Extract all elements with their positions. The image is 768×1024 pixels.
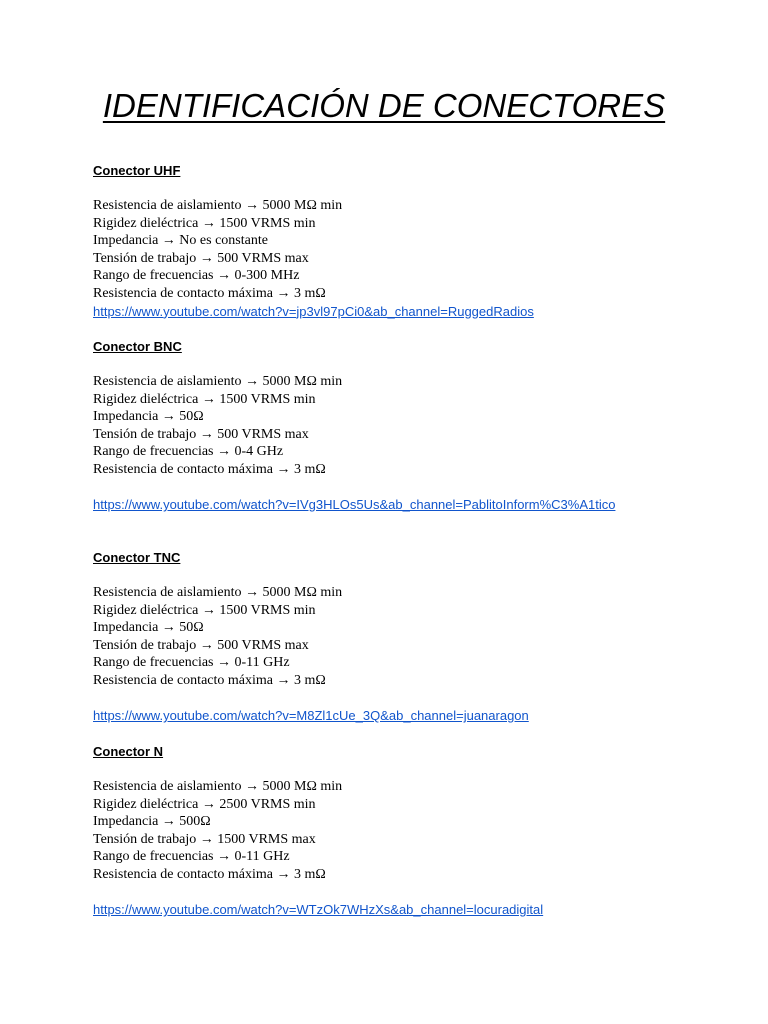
video-link[interactable]: https://www.youtube.com/watch?v=M8Zl1cUe_3Q&ab_channel=juanaragon <box>93 708 529 724</box>
video-link[interactable]: https://www.youtube.com/watch?v=IVg3HLOs5Us&ab_channel=PablitoInform%C3%A1tico <box>93 497 616 513</box>
section-n <box>93 743 733 919</box>
page-title: IDENTIFICACIÓN DE CONECTORES <box>102 87 666 124</box>
spec-contact-resistance: Resistencia de contacto máxima → 3 mΩ <box>93 461 326 477</box>
spec-list <box>93 778 733 884</box>
section-uhf <box>93 162 733 320</box>
spec-list <box>93 373 733 479</box>
spec-frequency-range: Rango de frecuencias → 0-4 GHz <box>93 444 284 460</box>
spec-impedance: Impedancia → No es constante <box>93 233 268 249</box>
section-heading: Conector BNC <box>93 339 182 354</box>
spec-frequency-range: Rango de frecuencias → 0-11 GHz <box>93 655 290 671</box>
spec-contact-resistance: Resistencia de contacto máxima → 3 mΩ <box>93 672 326 688</box>
spec-working-voltage: Tensión de trabajo → 500 VRMS max <box>93 426 309 442</box>
spec-impedance: Impedancia → 50Ω <box>93 409 204 425</box>
spec-working-voltage: Tensión de trabajo → 500 VRMS max <box>93 250 309 266</box>
spec-insulation-resistance: Resistencia de aislamiento → 5000 MΩ min <box>93 198 343 213</box>
video-link[interactable]: https://www.youtube.com/watch?v=jp3vl97pCi0&ab_channel=RuggedRadios <box>93 303 534 319</box>
spec-working-voltage: Tensión de trabajo → 500 VRMS max <box>93 637 309 653</box>
spec-list <box>93 197 733 303</box>
section-heading: Conector N <box>93 744 164 759</box>
spec-dielectric-strength: Rigidez dieléctrica → 1500 VRMS min <box>93 215 316 231</box>
spec-impedance: Impedancia → 500Ω <box>93 814 211 830</box>
spec-insulation-resistance: Resistencia de aislamiento → 5000 MΩ min <box>93 374 343 389</box>
spec-contact-resistance: Resistencia de contacto máxima → 3 mΩ <box>93 285 326 301</box>
spec-frequency-range: Rango de frecuencias → 0-11 GHz <box>93 849 290 865</box>
spec-contact-resistance: Resistencia de contacto máxima → 3 mΩ <box>93 866 326 882</box>
spec-dielectric-strength: Rigidez dieléctrica → 2500 VRMS min <box>93 796 316 812</box>
spec-list <box>93 584 733 690</box>
spec-frequency-range: Rango de frecuencias → 0-300 MHz <box>93 268 300 284</box>
section-heading: Conector UHF <box>93 163 181 178</box>
section-bnc <box>93 338 733 514</box>
spec-dielectric-strength: Rigidez dieléctrica → 1500 VRMS min <box>93 391 316 407</box>
spec-dielectric-strength: Rigidez dieléctrica → 1500 VRMS min <box>93 602 316 618</box>
spec-working-voltage: Tensión de trabajo → 1500 VRMS max <box>93 831 316 847</box>
section-heading: Conector TNC <box>93 550 181 565</box>
spec-insulation-resistance: Resistencia de aislamiento → 5000 MΩ min <box>93 779 343 794</box>
spec-impedance: Impedancia → 50Ω <box>93 620 204 636</box>
spec-insulation-resistance: Resistencia de aislamiento → 5000 MΩ min <box>93 585 343 600</box>
section-tnc <box>93 549 733 725</box>
video-link[interactable]: https://www.youtube.com/watch?v=WTzOk7WHzXs&ab_channel=locuradigital <box>93 902 544 918</box>
